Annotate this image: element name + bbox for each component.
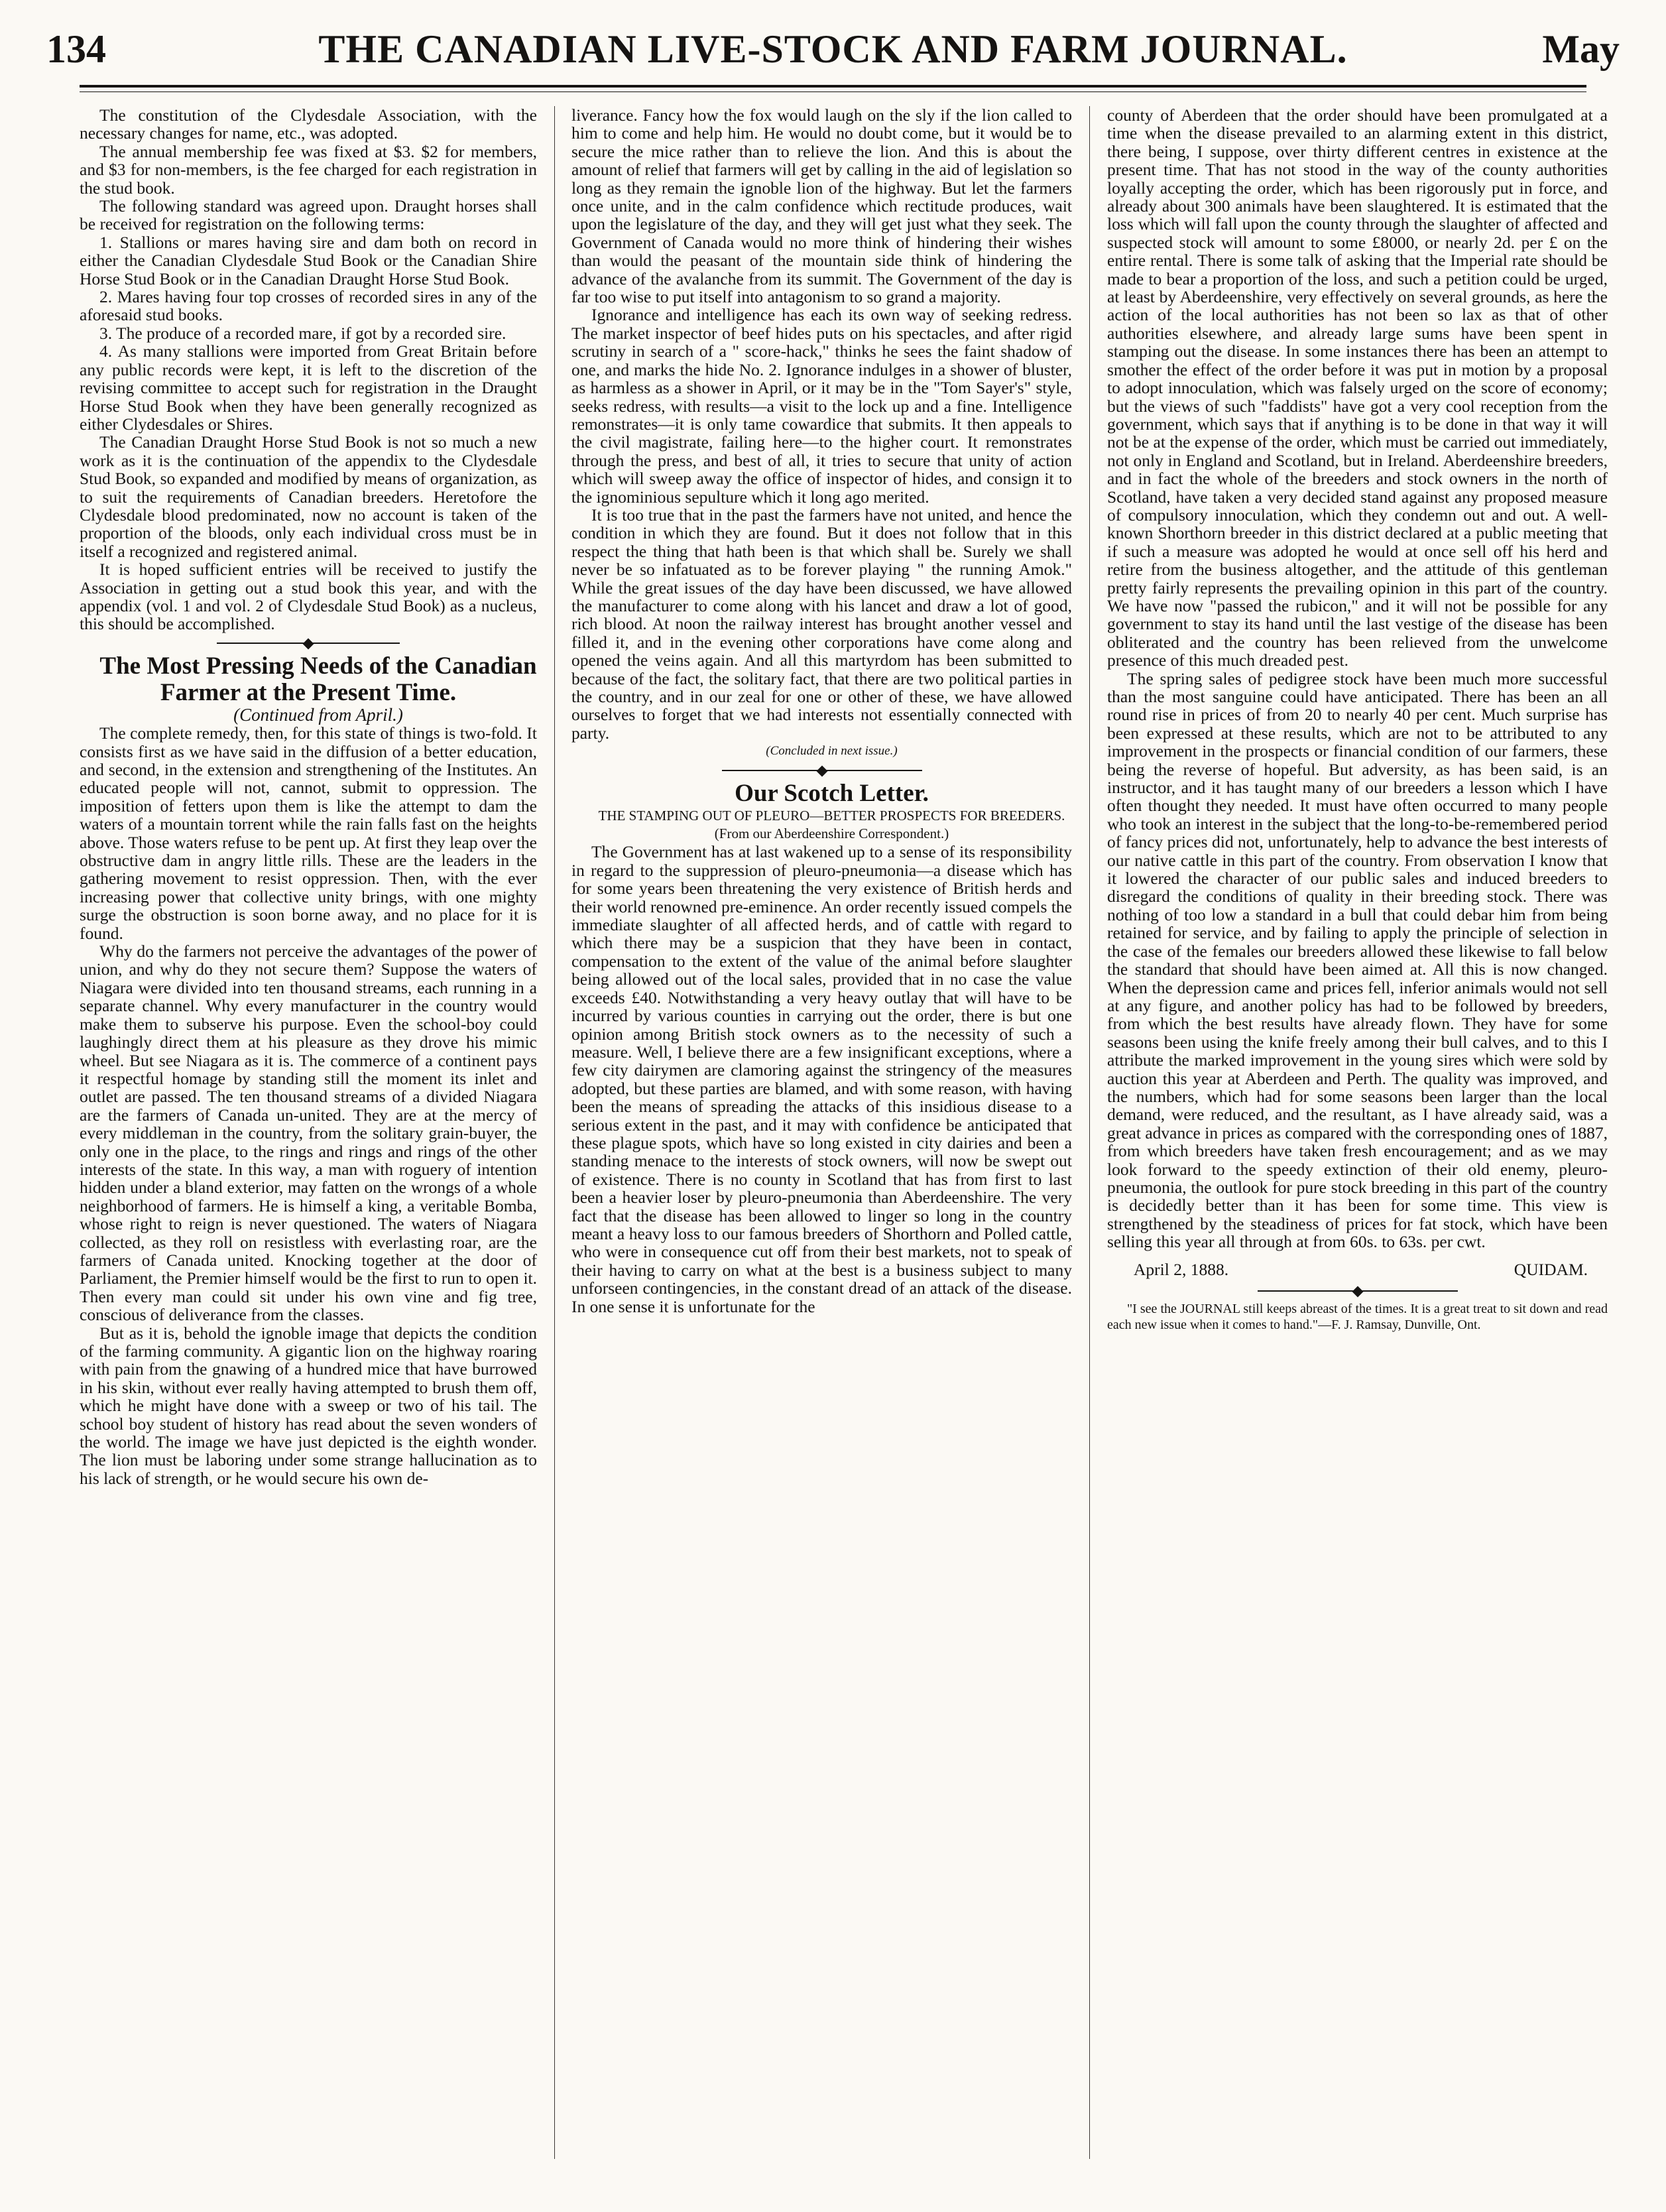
article-heading: The Most Pressing Needs of the Canadian Farmer at the Present Time. (99, 652, 537, 706)
column-divider (554, 106, 555, 2159)
paragraph: The spring sales of pedigree stock have been much more successful than the most sanguine could have anticipated. There has been an all round rise in prices of from 20 to nearly 40 per cent. Much surprise has been expressed at these results, which are not to be attributed to any improvement in the prospects or financial condition of our farmers, these being the reverse of hopeful. But adversity, as has been said, is an instructor, and it has taught many of our breeders a lesson which I have often thought they needed. It must have often occurred to many people who took an interest in the subject that the long-to-be-remembered period of fancy prices did not, unfortunately, help to advance the best interests of our native cattle in this part of the country. From observation I know that it lowered the character of our public sales and induced breeders to disregard the conditions of quality in their breeding stock. There was nothing of too low a standard in a bull that could debar him from being retained for service, and by failing to apply the principle of selection in the case of the females our breeders allowed these likewise to fall below the standard that should have been aimed at. All this is now changed. When the depression came and prices fell, inferior animals would not sell at any figure, and another policy has had to be followed by breeders, from which the best results have already flown. They have for some seasons been using the knife freely among their bull calves, and to this I attribute the marked improvement in the young sires which were sold by auction this year at Aberdeen and Perth. The quality was improved, and the numbers, which had for some seasons been larger than the local demand, were reduced, and the resultant, as I have already said, was a great advance in prices as compared with the corresponding ones of 1887, from which breeders have taken fresh encouragement; and as we may look forward to the speedy extinction of their old enemy, pleuro-pneumonia, the outlook for pure stock breeding in this part of the country is decidedly better than it has been for some time. This view is strengthened by the steadiness of prices for fat stock, which have been selling this year all through at from 60s. to 63s. per cwt. (1107, 668, 1608, 1252)
standard-term: 2. Mares having four top crosses of recorded sires in any of the aforesaid stud books. (80, 287, 537, 325)
letter-date: April 2, 1888. (1134, 1259, 1229, 1279)
standard-term: 3. The produce of a recorded mare, if got by a recorded sire. (99, 323, 506, 343)
paragraph: Why do the farmers not perceive the advantages of the power of union, and why do they not secure them? Suppose the waters of Niagara were divided into ten thousand streams, each running in a separate channel. Why every manufacturer in the country would make them to subserve his purpose. Even the school-boy could laughingly direct them at his pleasure as they drove his mimic wheel. But see Niagara as it is. The commerce of a continent pays it respectful homage by standing still the moment its inlet and outlet are passed. The ten thousand streams of a divided Niagara are the farmers of Canada un-united. They are at the mercy of every middleman in the country, from the solitary grain-buyer, the only one in the place, to the rings and rings and rings of the other interests of the state. In this way, a man with roguery of intention hidden under a bland exterior, may fatten on the wrongs of a whole neighborhood of farmers. He is himself a king, a veritable Bomba, whose right to reign is never questioned. The waters of Niagara collected, as they roll on resistless with everlasting roar, are the farmers of Canada united. Knocking together at the door of Parliament, the Premier himself would be the first to run to open it. Then every man could sit under his own vine and fig tree, conscious of deliverance from the classes. (80, 942, 537, 1325)
column-1 (80, 106, 537, 1487)
letter-signoff (1134, 1260, 1588, 1278)
section-separator (571, 765, 1072, 776)
column-divider (1089, 106, 1090, 2159)
section-separator (80, 637, 537, 649)
header-rule (80, 85, 1586, 88)
issue-month: May (1542, 27, 1620, 71)
paragraph: It is too true that in the past the farmers have not united, and hence the condition in which they are found. But it does not follow that in this respect the thing that hath been is that which shall be. Surely we shall never be so infatuated as to be forever playing " the running Amok." While the great issues of the day have been discussed, we have allowed the manufacturer to come along with his lancet and draw a lot of good, rich blood. At noon the railway interest has brought another vessel and filled it, and in the evening other corporations have come along and opened the veins again. And all this martyrdom has been submitted to because of the fact, the solitary fact, that there are two political parties in the country, and in our zeal for one or other of these, we have allowed ourselves to forget that we had interests not essentially connected with party. (571, 505, 1072, 743)
paragraph: The annual membership fee was fixed at $3. $2 for members, and $3 for non-members, is the fee charged for each registration in the stud book. (80, 141, 537, 198)
paragraph: The Government has at last wakened up to a sense of its responsibility in regard to the suppression of pleuro-pneumonia—a disease which has for some years been threatening the very existence of British herds and their world renowned pre-eminence. An order recently issued compels the immediate slaughter of all affected herds, and of cattle with regard to which there may be a suspicion that they have been in contact, compensation to the extent of the value of the animal before slaughter being allowed out of the local sales, provided that in no case the value exceeds £40. Notwithstanding a very heavy outlay that will have to be incurred by various counties in carrying out the order, there is but one opinion among British stock owners as to the necessity of such a measure. Well, I believe there are a few insignificant exceptions, where a few city dairymen are clamoring against the stringency of the measures adopted, but these parties are blamed, and with some reason, with having been the means of spreading the attacks of this insidious disease to a serious extent in the past, and it may with confidence be anticipated that these plague spots, which have so long existed in city dairies and been a standing menace to the interests of stock owners, will now be swept out of existence. There is no county in Scotland that has from first to last been a heavier loser by pleuro-pneumonia than Aberdeenshire. The very fact that the disease has been allowed to linger so long in the country meant a heavy loss to our famous breeders of Shorthorn and Polled cattle, who were in consequence cut off from their best markets, not to speak of their having to carry on what at the best is a business subject to many unforseen contingencies, in the constant dread of an attack of the disease. In one sense it is unfortunate for the (571, 842, 1072, 1316)
page-number: 134 (46, 27, 106, 71)
paragraph: The following standard was agreed upon. Draught horses shall be received for registration on the following terms: (80, 196, 537, 234)
journal-title: THE CANADIAN LIVE-STOCK AND FARM JOURNAL. (318, 27, 1348, 71)
paragraph: But as it is, behold the ignoble image that depicts the condition of the farming community. A gigantic lion on the highway roaring with pain from the gnawing of a hundred mice that have burrowed in his skin, without ever really having attempted to brush them off, which he might have done with a sweep or two of his tail. The school boy student of history has read about the seven wonders of the world. The image we have just depicted is the eighth wonder. The lion must be laboring under some strange hallucination as to his lack of strength, or he would secure his own de- (80, 1323, 537, 1488)
continued-note: (Continued from April.) (233, 704, 403, 725)
standard-term: 4. As many stallions were imported from Great Britain before any public records were kept, it is left to the discretion of the revising committee to accept such for registration in the Draught Horse Stud Book when they have been generally recognized as either Clydesdales or Shires. (80, 341, 537, 434)
letter-signature: QUIDAM. (1514, 1259, 1588, 1279)
paragraph: The Canadian Draught Horse Stud Book is not so much a new work as it is the continuation of the appendix to the Clydesdale Stud Book, so expanded and modified by means of organization, as to suit the requirements of Canadian breeders. Heretofore the Clydesdale blood predominated, now no account is taken of the proportion of the bloods, only each individual cross must be in itself a recognized and registered animal. (80, 432, 537, 561)
paragraph: county of Aberdeen that the order should have been promulgated at a time when the disease prevailed to an alarming extent in this district, there being, I suppose, over thirty different centres in existence at the present time. That has not stood in the way of the county authorities loyally accepting the order, which has been rigorously put in force, and already about 300 animals have been slaughtered. It is estimated that the loss which will fall upon the county through the slaughter of affected and suspected stock will amount to some £8000, or nearly 2d. per £ on the entire rental. There is some talk of asking that the Imperial rate should be made to bear a proportion of the loss, and such a petition could be urged, at least by Aberdeenshire, very effectively on several grounds, as here the action of the local authorities has not been so lax as that of other authorities elsewhere, and already large sums have been spent in stamping out the disease. In some instances there has been an attempt to smother the effect of the order before it was put in motion by a proposal to adopt innoculation, which was falsely urged on the score of economy; but the views of such "faddists" have got a very cool reception from the government, which says that if anything is to be done in that way it will not be at the expense of the order, which must be carried out immediately, not only in England and Scotland, but in Ireland. Aberdeenshire breeders, and in fact the whole of the breeders and stock owners in the north of Scotland, have taken a very decided stand against any proposed measure of compulsory innoculation, which they condemn out and out. A well-known Shorthorn breeder in this district declared at a public meeting that if such a measure was adopted he would at once sell off his herd and retire from the business altogether, and the attitude of this gentleman pretty fairly represents the prevailing opinion in this part of the country. We have now "passed the rubicon," and it will not be possible for any government to stay its hand until the last vestige of the disease has been obliterated and the country has been relieved from the unwelcome presence of this much dreaded pest. (1107, 105, 1608, 670)
section-separator (1107, 1285, 1608, 1297)
paragraph: It is hoped sufficient entries will be received to justify the Association in getting out a stud book this year, and with the appendix (vol. 1 and vol. 2 of Clydesdale Stud Book) as a nucleus, this should be accomplished. (80, 560, 537, 634)
page-header (46, 27, 1620, 73)
paragraph: The complete remedy, then, for this state of things is two-fold. It consists first as we have said in the diffusion of a better education, and second, in the extension and strengthening of the Institutes. An educated people will not, cannot, submit to oppression. The imposition of fetters upon them is like the attempt to dam the waters of a mountain torrent while the rain falls fast on the heights above. Those waters refuse to be pent up. At first they leap over the obstructive dam in angry little rills. These are the leaders in the gathering movement to resist oppression. Then, with the ever increasing power that collective unity brings, with one mighty surge the obstruction is soon borne away, and no place for it is found. (80, 723, 537, 943)
paragraph: Ignorance and intelligence has each its own way of seeking redress. The market inspector of beef hides puts on his spectacles, and after rigid scrutiny in search of a " score-hack," thinks he sees the faint shadow of one, and marks the hide No. 2. Ignorance indulges in a shower of bluster, as harmless as a shower in April, or it may be in the "Tom Sayer's" style, seeks redress, with results—a visit to the lock up and a fine. Intelligence remonstrates—it is only tame cowardice that submits. It then appeals to the civil magistrate, failing here—to the higher court. It remonstrates through the press, and best of all, it tries to secure that unity of action which will sweep away the office of inspector of hides, and consign it to the ignominious sepulture which it long ago merited. (571, 305, 1072, 507)
paragraph: The constitution of the Clydesdale Association, with the necessary changes for name, etc., was adopted. (80, 105, 537, 143)
paragraph: liverance. Fancy how the fox would laugh on the sly if the lion called to him to come and help him. He would no doubt come, but it would be to secure the mice rather than to relieve the lion. And this is about the amount of relief that farmers will get by calling in the aid of legislation so long as they remain the ignoble lion of the highway. But let the farmers once unite, and in the calm confidence which rectitude produces, wait upon the legislature of the day, and they will get just what they seek. The Government of Canada would no more think of hindering their wishes than would the peasant of the mountain side think of hindering the advance of the avalanche from its summit. The Government of the day is far too wise to put itself into antagonism to so grand a majority. (571, 105, 1072, 307)
concluded-note: (Concluded in next issue.) (766, 744, 898, 759)
article-heading: Our Scotch Letter. (735, 779, 929, 807)
column-2 (571, 106, 1072, 1316)
column-3 (1107, 106, 1608, 1333)
correspondent-note: (From our Aberdeenshire Correspondent.) (714, 826, 949, 842)
article-subheading: THE STAMPING OUT OF PLEURO—BETTER PROSPECTS FOR BREEDERS. (598, 807, 1065, 824)
reader-testimonial: "I see the JOURNAL still keeps abreast of the times. It is a great treat to sit down and read each new issue when it comes to hand."—F. J. Ramsay, Dunville, Ont. (1107, 1302, 1608, 1332)
standard-term: 1. Stallions or mares having sire and dam both on record in either the Canadian Clydesdale Stud Book or the Canadian Shire Horse Stud Book or in the Canadian Draught Horse Stud Book. (80, 232, 537, 288)
